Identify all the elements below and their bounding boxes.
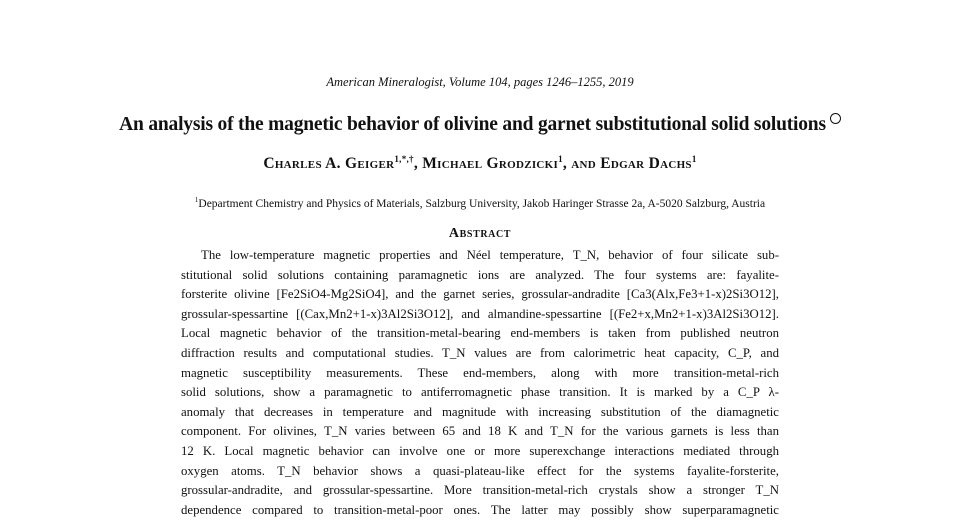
affiliation-text: Department Chemistry and Physics of Materials, Salzburg University, Jakob Haringer Strasse 2a, A-5020 Salzburg, Austria xyxy=(198,197,766,210)
affiliation-number: 1 xyxy=(194,196,199,204)
abstract-line: grossular-andradite, and grossular-spessartine. More transition-metal-rich crystals show a stronger T_N xyxy=(181,483,779,498)
abstract-line: grossular-spessartine [(Cax,Mn2+1-x)3Al2Si3O12], and almandine-spessartine [(Fe2+x,Mn2+1-x)3Al2Si3O12]. xyxy=(181,306,779,321)
abstract-line: component. For olivines, T_N varies between 65 and 18 K and T_N for the various garnets is less than xyxy=(181,424,779,439)
abstract-line: 12 K. Local magnetic behavior can involve one or more superexchange interactions mediated through xyxy=(181,443,779,458)
abstract-line: anomaly that decreases in temperature and magnitude with increasing substitution of the diamagnetic xyxy=(181,404,779,419)
abstract-line: magnetic susceptibility measurements. These end-members, along with more transition-metal-rich xyxy=(181,365,779,380)
paper-title xyxy=(0,114,960,136)
author-3-affil: 1 xyxy=(691,154,697,164)
author-list: Charles A. Geiger$^{1,*,\dagger}$, Michael Grodzicki$^1$, and Edgar Dachs$^1$ xyxy=(263,154,697,173)
abstract-line: diffraction results and computational studies. T_N values are from calorimetric heat capacity, C_P, and xyxy=(181,345,779,360)
author-2-affil: 1 xyxy=(558,154,563,164)
open-access-icon xyxy=(830,113,841,124)
author-3: and Edgar Dachs xyxy=(571,155,692,173)
author-2: Michael Grodzicki xyxy=(422,155,559,173)
affiliation xyxy=(0,196,960,210)
abstract-line: oxygen atoms. T_N behavior shows a quasi-plateau-like effect for the systems fayalite-forsterite, xyxy=(181,463,779,478)
abstract-heading: Abstract xyxy=(448,226,512,241)
abstract-line: The low-temperature magnetic properties and Néel temperature, T_N, behavior of four silicate sub- xyxy=(201,248,779,262)
abstract-line: solid solutions, show a paramagnetic to antiferromagnetic phase transition. It is marked by a C_P λ- xyxy=(181,385,779,400)
paper-title-text: An analysis of the magnetic behavior of olivine and garnet substitutional solid solutions xyxy=(119,114,826,135)
author-1: Charles A. Geiger xyxy=(263,155,395,173)
abstract-line: dependence compared to transition-metal-poor ones. The latter may possibly show superparamagnetic xyxy=(181,502,779,517)
author-1-affil: 1,*,† xyxy=(394,154,414,164)
abstract-line: Local magnetic behavior of the transition-metal-bearing end-members is taken from published neutron xyxy=(181,326,779,341)
abstract-body xyxy=(181,246,779,520)
journal-citation: American Mineralogist, Volume 104, pages 1246–1255, 2019 xyxy=(326,75,634,89)
abstract-line: stitutional solid solutions containing paramagnetic ions are analyzed. The four systems are: fayalite- xyxy=(181,267,779,282)
abstract-line: forsterite olivine [Fe2SiO4-Mg2SiO4], and the garnet series, grossular-andradite [Ca3(Alx,Fe3+1-x)2Si3O12], xyxy=(181,287,779,302)
